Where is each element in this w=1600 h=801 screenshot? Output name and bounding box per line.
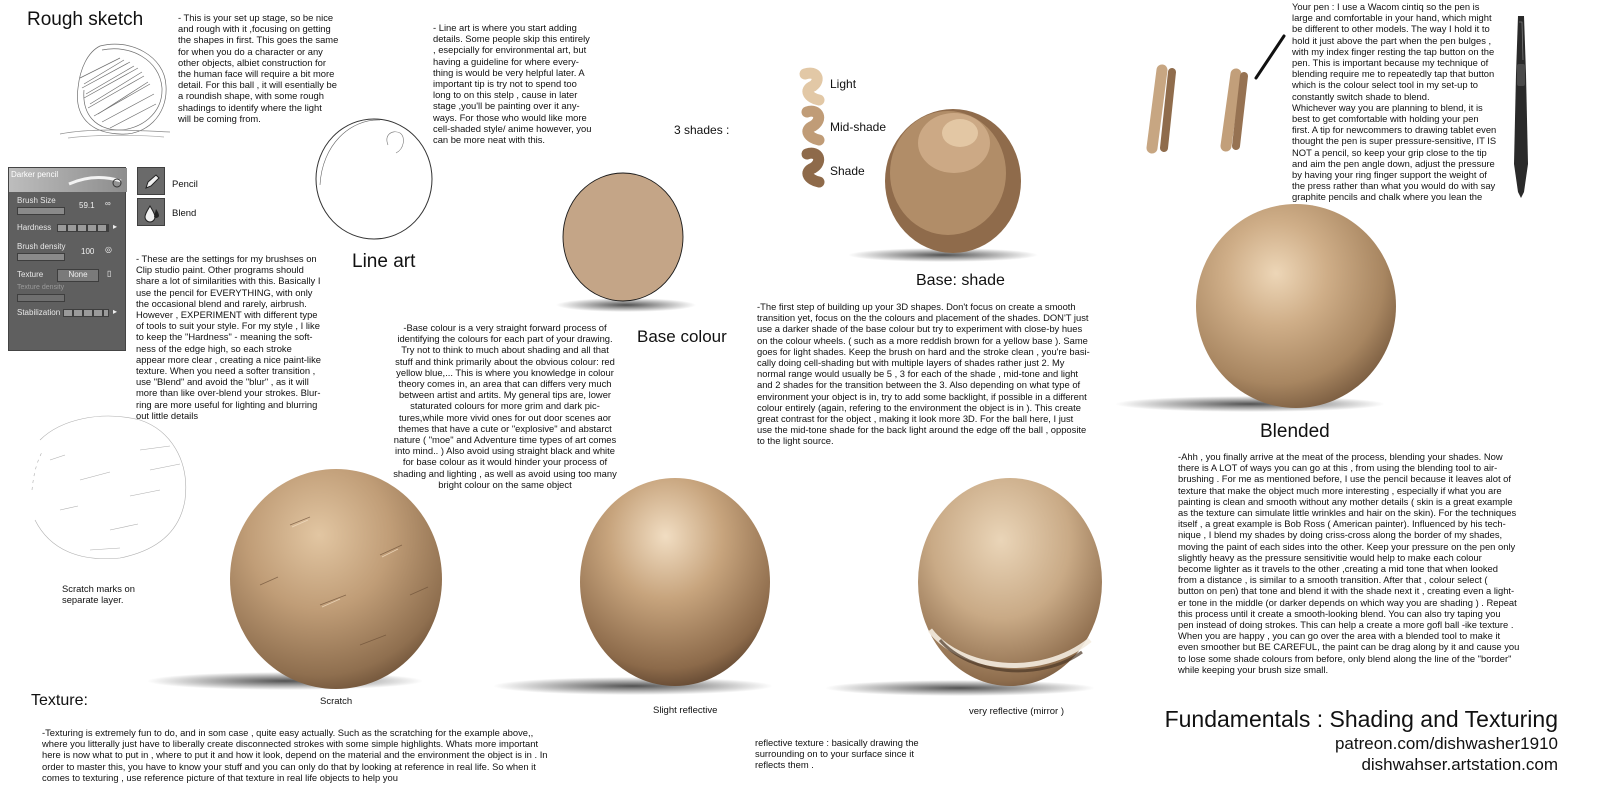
line-art-circle xyxy=(310,115,440,245)
pencil-tool-label: Pencil xyxy=(172,179,198,190)
stabilization-arrow-icon[interactable]: ▸ xyxy=(113,307,118,316)
paragraph-base-colour: -Base colour is a very straight forward process of identifying the colours for each part of your drawing. Try not to think to much about shading and all that stuff and think primarily about the obvious colour: red yellow blue,... This is where you knowledge in colour theory comes in, an area that can differs very much between artist and artits. My general tips are, lower staturated colours for more grim and dark pic- tures,while more vivid ones for out door scenes aor themes that have a cute or "explosive" and abstarct nature ( "moe" and Adventure time types of art comes into mind.. ) Also avoid using straight black and white for base colour as it would hinder your process of shading and lighting , as well as avoid using too many bright colour on the same object xyxy=(393,322,617,490)
label-light: Light xyxy=(830,77,857,91)
footer-patreon-link[interactable]: patreon.com/dishwasher1910 xyxy=(1334,734,1558,753)
heading-blended: Blended xyxy=(1260,421,1330,442)
paragraph-base-shade: -The first step of building up your 3D shapes. Don't focus on create a smooth transition yet, focus on the the colours and placement of the shades. DON'T just use a darker shade of the base colour but try to experiment with close-by hues on the colour wheels. ( such as a more reddish brown for a yellow base ). Same goes for light shades. Keep the brush on hard and the stroke clean , you're basi- cally doing cell-shading but with multiple layers of shades rather just 2. My normal range would usually be 5 , 3 for each of the shade , mid-tone and light and 2 shades for the transition between the 3. Also depending on what type of environment your object is in, try to add some backlight, if possible in a different colour entirely (again, refering to the environment the object is in ). This create great contrast for the object , making it look more 3D. For the ball here, I just use the mid-tone shade for the back light around the edge off the ball , opposite to the light source. xyxy=(757,301,1090,447)
blend-strokes-illustration xyxy=(1148,30,1298,160)
brush-size-row[interactable] xyxy=(9,196,127,220)
density-slider[interactable] xyxy=(17,253,65,261)
texture-label: Texture xyxy=(17,270,44,279)
brush-size-slider[interactable] xyxy=(17,207,65,215)
caption-very-reflective: very reflective (mirror ) xyxy=(969,706,1065,717)
link-icon[interactable]: ∞ xyxy=(105,199,111,208)
paragraph-rough-sketch: - This is your set up stage, so be nice and rough with it ,focusing on getting the shapes in first. This goes the same for when you do a character or any other objects, albiet construction for the human face will require a bit more detail. For this ball , it will esentially be a roundish shape, with some rough shadings to identify where the light will be coming from. xyxy=(178,12,339,124)
caption-scratch-layer: Scratch marks on separate layer. xyxy=(62,583,135,606)
footer-artstation-link[interactable]: dishwahser.artstation.com xyxy=(1361,755,1558,774)
blend-tool-button[interactable] xyxy=(137,198,165,226)
texture-select[interactable]: None xyxy=(57,269,99,282)
blend-tool-label: Blend xyxy=(172,208,197,219)
hardness-arrow-icon[interactable]: ▸ xyxy=(113,222,118,231)
pencil-icon xyxy=(143,173,161,191)
heading-rough-sketch: Rough sketch xyxy=(27,9,144,30)
paragraph-line-art: - Line art is where you start adding details. Some people skip this entirely , esepcially for environmental art, but having a guideline for where every- thing is would be very helpful later. A important tip is try not to spend too long to on this stelp , cause in later stage ,you'll be painting over it any- ways. For those who would like more cell-shaded style/ anime however, you can be more neat with this. xyxy=(433,22,592,146)
slight-reflective-ball xyxy=(488,470,788,700)
heading-three-shades: 3 shades : xyxy=(674,123,730,137)
heading-texture: Texture: xyxy=(31,692,88,709)
brush-size-label: Brush Size xyxy=(17,196,56,205)
texture-density-slider[interactable] xyxy=(17,294,65,302)
paragraph-reflective: reflective texture : basically drawing the surrounding on to your surface since it reflects them . xyxy=(755,737,919,771)
blended-ball xyxy=(1110,200,1410,415)
brush-settings-panel xyxy=(8,167,126,351)
caption-scratch: Scratch xyxy=(320,696,353,707)
paragraph-brushes: - These are the settings for my brushses on Clip studio paint. Other programs should share a lot of similarities with this. Basically I use the pencil for EVERYTHING, with only the occasional blend and rarely, airbrush. However , EXPERIMENT with different type of tools to suit your style. For my style , I like to keep the "Hardness" - meaning the soft- ness of the edge high, so each stroke appear more clear , creating a nice paint-like texture. When you need a softer transition , use "Blend" and avoid the "blur" , as it will more than like over-blend your strokes. Blur- ring are more useful for lighting and blurring out little details xyxy=(136,253,321,421)
brush-stroke-preview xyxy=(67,172,123,188)
stabilization-label: Stabilization xyxy=(17,308,61,317)
brush-tab-label: Darker pencil xyxy=(11,170,59,179)
footer-title: Fundamentals : Shading and Texturing xyxy=(1164,706,1558,732)
trash-icon[interactable]: ▯ xyxy=(107,269,112,278)
very-reflective-ball xyxy=(820,470,1100,700)
texture-density-row[interactable] xyxy=(9,282,127,306)
label-mid-shade: Mid-shade xyxy=(830,120,887,134)
paragraph-pen: Your pen : I use a Wacom cintiq so the pen is large and comfortable in your hand, which might be different to other models. The way I hold it to hold it just above the part when the pen bulges , with my index finger resting the tap button on the pen. This is important because my technique of blending require me to repeatedly tap that button which is the colour select tool in my set-up to constantly switch shade to blend. Whichever way you are planning to blend, it is best to get comfortable with holding your pen first. A tip for newcommers to drawing tablet even thought the pen is super pressure-sensitive, IT IS NOT a pencil, so keep your grip close to the tip and aim the pen angle down, adjust the pressure by having your ring finger support the weight of the press rather than what you would do with say graphite pencils and chalk where you lean the xyxy=(1292,1,1497,203)
blend-drop-icon xyxy=(143,204,161,222)
caption-slight-reflective: Slight reflective xyxy=(653,705,718,716)
shade-swatches xyxy=(795,68,835,193)
brush-size-value: 59.1 xyxy=(79,201,95,210)
pencil-tool-button[interactable] xyxy=(137,167,165,195)
stylus-pen-icon xyxy=(1508,14,1534,200)
paragraph-blended: -Ahh , you finally arrive at the meat of the process, blending your shades. Now there is A LOT of ways you can go at this , from using the blending tool to air- brushing . For me as mentioned before, I use the pencil because it leaves alot of texture that make the object much more interesting , especially if what you are painting is clean and smooth without any mother details ( skin is a great example as the texture can simulate little wrinkles and hair on the skin). For the techniques itself , a great example is Bob Ross ( American painter). Influenced by his tech- nique , I blend my shades by doing criss-cross along the border of my shades, moving the paint of each sides into the other. Keep your pressure on the pen only slightly heavy as the pressure sensitivitie would help to make each colour become lighter as it travels to the other ,creating a mid tone that when looked from a distance , is similar to a smooth transition. After that , colour select ( button on pen) that tone and blend it with the shade next it , creating even a light- er tone in the middle (or darker depends on which way you are shading ) . Repeat this process until it create a smooth-looking blend. You can also try taping you pen instead of doing strokes. This can help a create a more gofl ball -ike texture . When you are happy , you can go over the area with a blended tool to make it even smoother but BE CAREFUL, the paint can be drag along by it and cause you to lose some shade colours from before, only blend along the line of the "border" while keeping your brush size small. xyxy=(1178,451,1520,675)
pressure-icon[interactable]: ◎ xyxy=(105,245,112,254)
stabilization-row[interactable] xyxy=(9,306,127,330)
brush-tab[interactable] xyxy=(9,168,127,192)
hardness-slider[interactable] xyxy=(57,224,109,232)
hardness-label: Hardness xyxy=(17,223,52,232)
base-shade-ball xyxy=(838,95,1038,270)
density-label: Brush density xyxy=(17,242,66,251)
stabilization-slider[interactable] xyxy=(63,309,109,317)
heading-base-colour: Base colour xyxy=(637,327,727,346)
scratch-texture-ball xyxy=(140,465,460,695)
rough-sketch-illustration xyxy=(60,38,180,148)
texture-density-label: Texture density xyxy=(17,284,65,291)
density-value: 100 xyxy=(81,247,95,256)
heading-base-shade: Base: shade xyxy=(916,272,1005,289)
heading-line-art: Line art xyxy=(352,251,416,272)
density-row[interactable] xyxy=(9,242,127,266)
paragraph-texture: -Texturing is extremely fun to do, and in som case , quite easy actually. Such as the scratching for the example above,, where you litterally just have to liberally create disconnected strokes with some simple highlights. Whats more important here is now what to put in , where to put it and how it look, depend on the material and the environment the object is in . In order to master this, you have to know your stuff and you can only do that by looking at reference in real life. So when it comes to texturing , use reference picture of that texture in real life objects to help you xyxy=(42,727,548,783)
base-colour-ball xyxy=(548,160,698,320)
label-shade: Shade xyxy=(830,164,865,178)
